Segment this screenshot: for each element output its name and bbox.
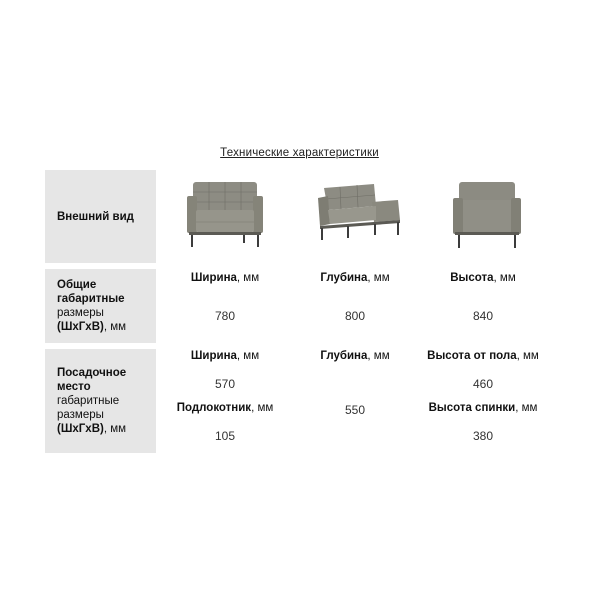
overall-label-normal: размеры: [57, 307, 104, 319]
seat-back-unit: , мм: [515, 402, 538, 414]
title-text: Технические характеристики: [220, 147, 379, 159]
seat-arm-unit: , мм: [251, 402, 274, 414]
seat-label-bold: Посадочное место: [57, 367, 127, 393]
seat-depth-label: [300, 350, 410, 362]
overall-height-label: [433, 272, 533, 284]
row-label-seat: [45, 349, 156, 453]
seat-back-title: Высота спинки: [428, 402, 516, 414]
page-title: [0, 147, 599, 159]
overall-label-bold: Общие габаритные: [57, 279, 125, 305]
overall-width-label: [185, 272, 265, 284]
seat-label-unit: , мм: [103, 423, 127, 435]
overall-width-unit: , мм: [236, 272, 260, 284]
overall-width-value: 780: [214, 309, 236, 323]
seat-arm-title: Подлокотник: [176, 402, 252, 414]
overall-depth-value: 800: [344, 309, 366, 323]
overall-height-unit: , мм: [493, 272, 516, 284]
seat-width-value: 570: [214, 377, 236, 391]
overall-height-value: 840: [472, 309, 494, 323]
row-label-appearance: [45, 170, 156, 263]
seat-floor-title: Высота от пола: [427, 350, 517, 362]
seat-floor-unit: , мм: [516, 350, 539, 362]
appearance-label: Внешний вид: [57, 210, 134, 223]
seat-depth-value: 550: [344, 403, 366, 417]
seat-arm-value: 105: [214, 429, 236, 443]
seat-arm-label: [165, 402, 285, 414]
seat-label-code: (ШхГхВ): [57, 423, 104, 435]
seat-floor-label: [418, 350, 548, 362]
overall-depth-label: [305, 272, 405, 284]
seat-floor-value: 460: [472, 377, 494, 391]
seat-width-unit: , мм: [236, 350, 260, 362]
seat-width-title: Ширина: [190, 350, 237, 362]
armchair-back-image: [451, 180, 523, 250]
armchair-angle-image: [314, 180, 402, 242]
overall-label-code: (ШхГхВ): [57, 321, 104, 333]
seat-depth-unit: , мм: [367, 350, 390, 362]
seat-label-normal: габаритные размеры: [57, 395, 120, 421]
overall-width-title: Ширина: [190, 272, 237, 284]
overall-label-unit: , мм: [103, 321, 127, 333]
armchair-front-image: [185, 178, 265, 250]
row-label-overall: [45, 269, 156, 343]
overall-depth-unit: , мм: [367, 272, 390, 284]
seat-back-label: [418, 402, 548, 414]
overall-height-title: Высота: [450, 272, 494, 284]
seat-width-label: [170, 350, 280, 362]
seat-depth-title: Глубина: [320, 350, 368, 362]
seat-back-value: 380: [472, 429, 494, 443]
overall-depth-title: Глубина: [320, 272, 368, 284]
